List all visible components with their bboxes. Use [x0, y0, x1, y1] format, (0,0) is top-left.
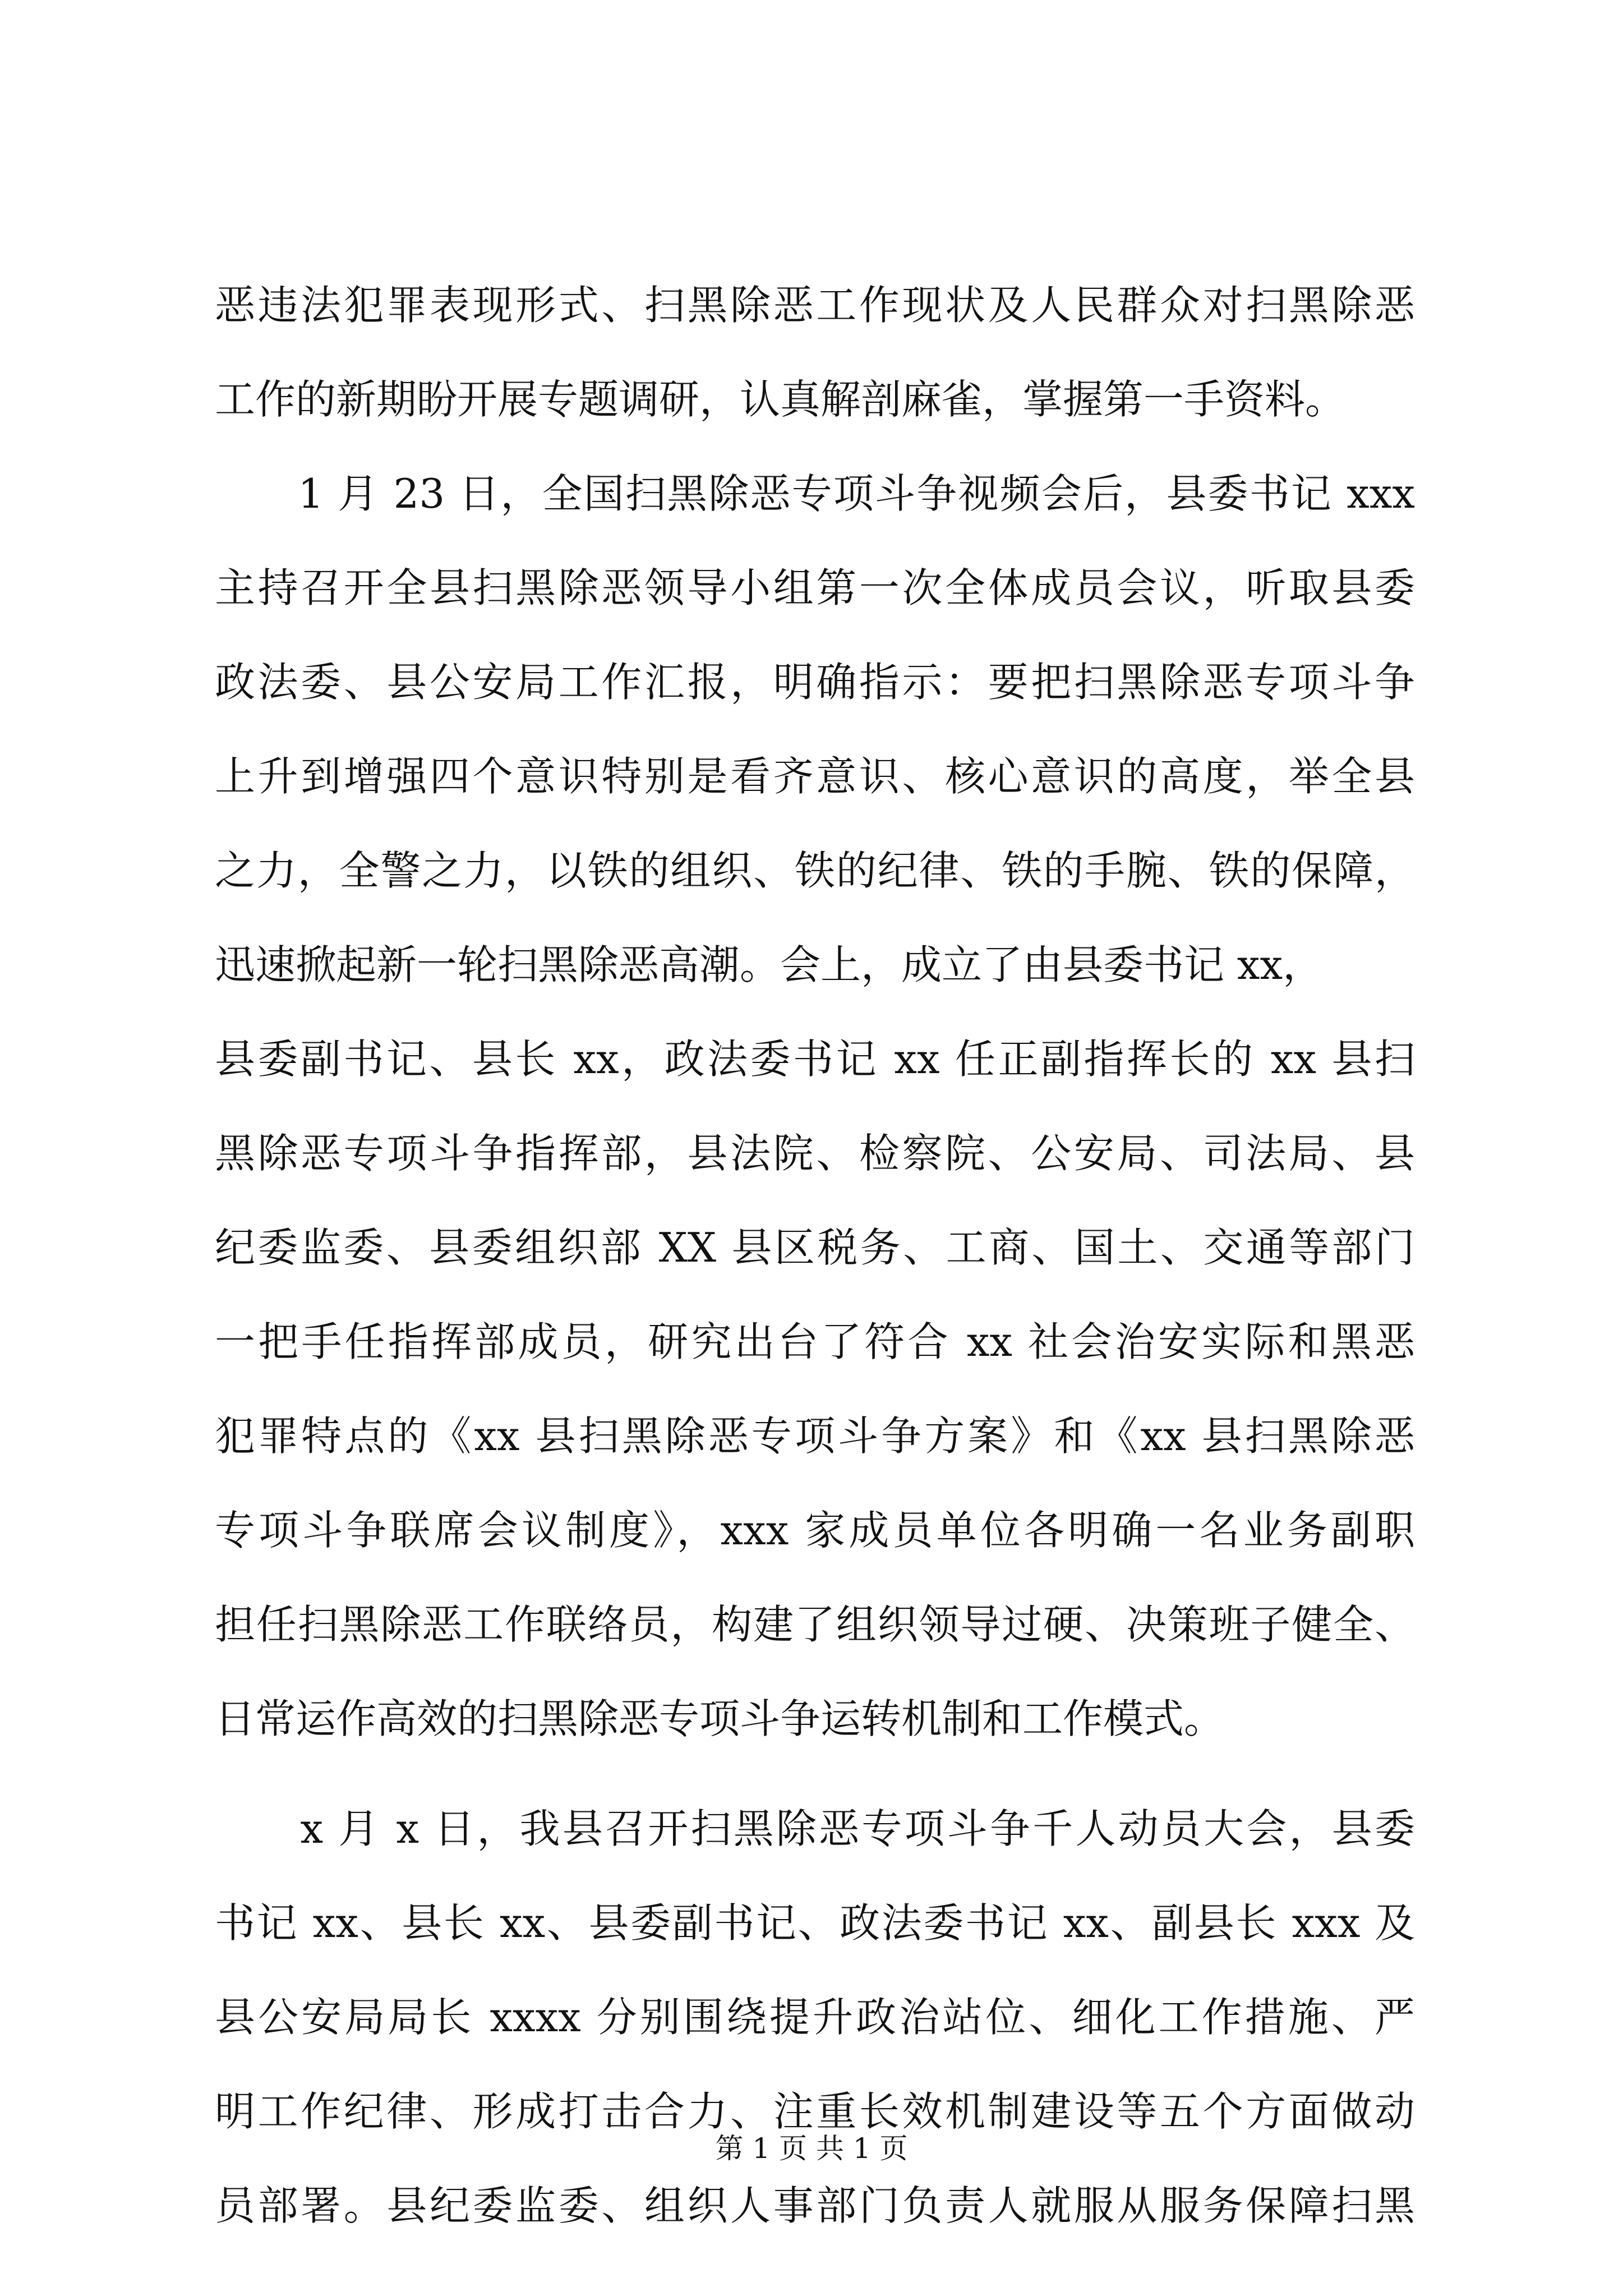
text-line: 政法委、县公安局工作汇报，明确指示：要把扫黑除恶专项斗争	[215, 659, 1415, 706]
text-line: 犯罪特点的《xx 县扫黑除恶专项斗争方案》和《xx 县扫黑除恶	[215, 1412, 1415, 1460]
page-number-footer: 第 1 页 共 1 页	[715, 2132, 908, 2165]
text-line: 书记 xx、县长 xx、县委副书记、政法委书记 xx、副县长 xxx 及	[215, 1899, 1415, 1947]
text-line: 一把手任指挥部成员，研究出台了符合 xx 社会治安实际和黑恶	[215, 1318, 1415, 1365]
text-line: 县委副书记、县长 xx，政法委书记 xx 任正副指挥长的 xx 县扫	[215, 1036, 1415, 1083]
text-line: 上升到增强四个意识特别是看齐意识、核心意识的高度，举全县	[215, 753, 1415, 800]
text-line: 日常运作高效的扫黑除恶专项斗争运转机制和工作模式。	[215, 1695, 1225, 1742]
paragraph-gap	[215, 1766, 1415, 1782]
text-line: x 月 x 日，我县召开扫黑除恶专项斗争千人动员大会，县委	[215, 1805, 1415, 1852]
text-line: 纪委监委、县委组织部 XX 县区税务、工商、国土、交通等部门	[215, 1224, 1415, 1271]
text-line: 1 月 23 日，全国扫黑除恶专项斗争视频会后，县委书记 xxx	[215, 470, 1415, 517]
text-line: 黑除恶专项斗争指挥部，县法院、检察院、公安局、司法局、县	[215, 1130, 1415, 1177]
text-line: 主持召开全县扫黑除恶领导小组第一次全体成员会议，听取县委	[215, 564, 1415, 611]
text-line: 恶违法犯罪表现形式、扫黑除恶工作现状及人民群众对扫黑除恶	[215, 282, 1415, 329]
text-line: 员部署。县纪委监委、组织人事部门负责人就服从服务保障扫黑	[215, 2182, 1415, 2229]
paragraph	[215, 1782, 1415, 2253]
document-body	[215, 258, 1415, 2253]
paragraph	[215, 258, 1415, 447]
text-line: 担任扫黑除恶工作联络员，构建了组织领导过硬、决策班子健全、	[215, 1601, 1415, 1648]
paragraph	[215, 447, 1415, 1766]
text-line: 之力，全警之力，以铁的组织、铁的纪律、铁的手腕、铁的保障，	[215, 847, 1415, 894]
text-line: 县公安局局长 xxxx 分别围绕提升政治站位、细化工作措施、严	[215, 1994, 1415, 2041]
text-line: 工作的新期盼开展专题调研，认真解剖麻雀，掌握第一手资料。	[215, 376, 1346, 423]
text-line: 专项斗争联席会议制度》，xxx 家成员单位各明确一名业务副职	[215, 1507, 1415, 1554]
text-line: 迅速掀起新一轮扫黑除恶高潮。会上，成立了由县委书记 xx，	[215, 941, 1324, 988]
text-line: 明工作纪律、形成打击合力、注重长效机制建设等五个方面做动	[215, 2088, 1415, 2135]
